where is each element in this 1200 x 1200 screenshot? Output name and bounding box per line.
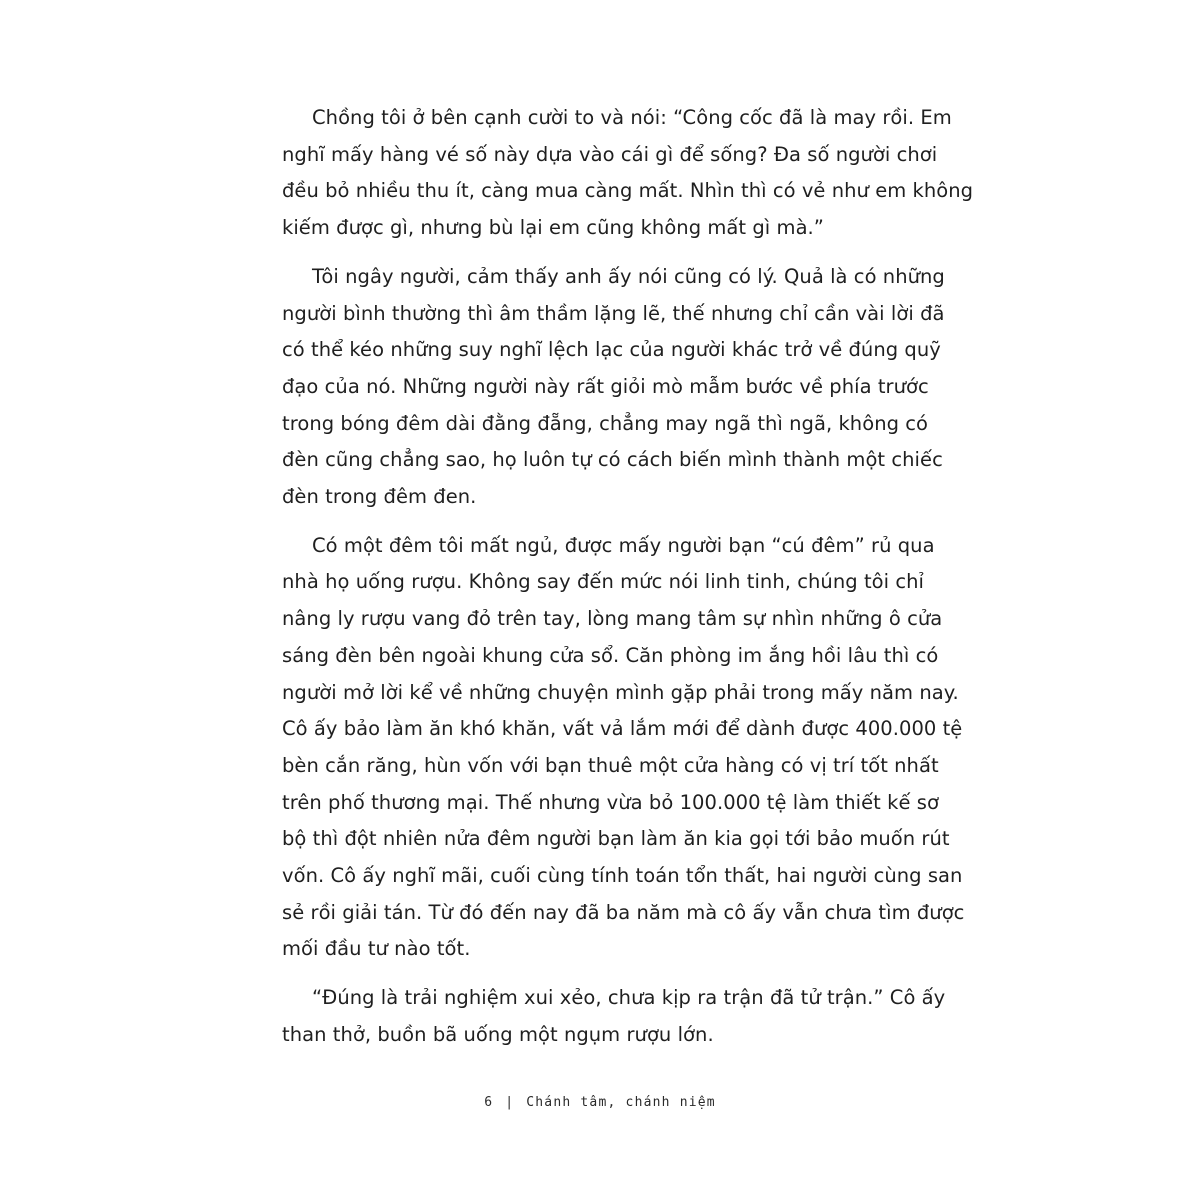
paragraph-line: đạo của nó. Những người này rất giỏi mò mẫm bước về phía trước bbox=[282, 374, 929, 398]
paragraph-line: sẻ rồi giải tán. Từ đó đến nay đã ba năm mà cô ấy vẫn chưa tìm được bbox=[282, 900, 965, 924]
paragraph-line: mối đầu tư nào tốt. bbox=[282, 937, 471, 961]
page-number: 6 bbox=[484, 1095, 494, 1110]
paragraph-line: Cô ấy bảo làm ăn khó khăn, vất vả lắm mới để dành được 400.000 tệ bbox=[282, 717, 963, 741]
running-book-title: Chánh tâm, chánh niệm bbox=[526, 1095, 716, 1110]
paragraph-line: nâng ly rượu vang đỏ trên tay, lòng mang tâm sự nhìn những ô cửa bbox=[282, 607, 943, 631]
paragraph-line: Chồng tôi ở bên cạnh cười to và nói: “Công cốc đã là may rồi. Em bbox=[312, 106, 952, 129]
paragraph-line: nghĩ mấy hàng vé số này dựa vào cái gì để sống? Đa số người chơi bbox=[282, 142, 938, 166]
paragraph-line: sáng đèn bên ngoài khung cửa sổ. Căn phòng im ắng hồi lâu thì có bbox=[282, 643, 939, 667]
paragraph-line: bèn cắn răng, hùn vốn với bạn thuê một cửa hàng có vị trí tốt nhất bbox=[282, 753, 939, 777]
paragraph-line: đèn trong đêm đen. bbox=[282, 485, 477, 509]
paragraph-line: người bình thường thì âm thầm lặng lẽ, thế nhưng chỉ cần vài lời đã bbox=[282, 301, 945, 325]
paragraph-line: trên phố thương mại. Thế nhưng vừa bỏ 100.000 tệ làm thiết kế sơ bbox=[282, 790, 939, 814]
paragraph-line: đèn cũng chẳng sao, họ luôn tự có cách biến mình thành một chiếc bbox=[282, 448, 943, 472]
paragraph-4 bbox=[282, 980, 946, 1053]
body-text bbox=[282, 100, 974, 1066]
paragraph-line: nhà họ uống rượu. Không say đến mức nói linh tinh, chúng tôi chỉ bbox=[282, 570, 924, 594]
paragraph-line: bộ thì đột nhiên nửa đêm người bạn làm ăn kia gọi tới bảo muốn rút bbox=[282, 827, 950, 851]
paragraph-line: Có một đêm tôi mất ngủ, được mấy người bạn “cú đêm” rủ qua bbox=[312, 533, 935, 557]
page-footer bbox=[0, 1095, 1200, 1110]
paragraph-line: “Đúng là trải nghiệm xui xẻo, chưa kịp ra trận đã tử trận.” Cô ấy bbox=[312, 986, 946, 1010]
paragraph-line: người mở lời kể về những chuyện mình gặp phải trong mấy năm nay. bbox=[282, 680, 959, 704]
paragraph-line: có thể kéo những suy nghĩ lệch lạc của người khác trở về đúng quỹ bbox=[282, 338, 941, 362]
paragraph-line: đều bỏ nhiều thu ít, càng mua càng mất. Nhìn thì có vẻ như em không bbox=[282, 179, 974, 203]
paragraph-line: trong bóng đêm dài đằng đẵng, chẳng may ngã thì ngã, không có bbox=[282, 411, 929, 435]
paragraph-3 bbox=[282, 528, 965, 968]
paragraph-line: than thở, buồn bã uống một ngụm rượu lớn. bbox=[282, 1022, 714, 1046]
paragraph-line: kiếm được gì, nhưng bù lại em cũng không mất gì mà.” bbox=[282, 216, 824, 240]
paragraph-2 bbox=[282, 259, 945, 516]
paragraph-line: vốn. Cô ấy nghĩ mãi, cuối cùng tính toán tổn thất, hai người cùng san bbox=[282, 864, 963, 888]
paragraph-line: Tôi ngây người, cảm thấy anh ấy nói cũng có lý. Quả là có những bbox=[312, 264, 945, 288]
paragraph-1 bbox=[282, 100, 974, 247]
footer-separator: | bbox=[505, 1095, 515, 1110]
